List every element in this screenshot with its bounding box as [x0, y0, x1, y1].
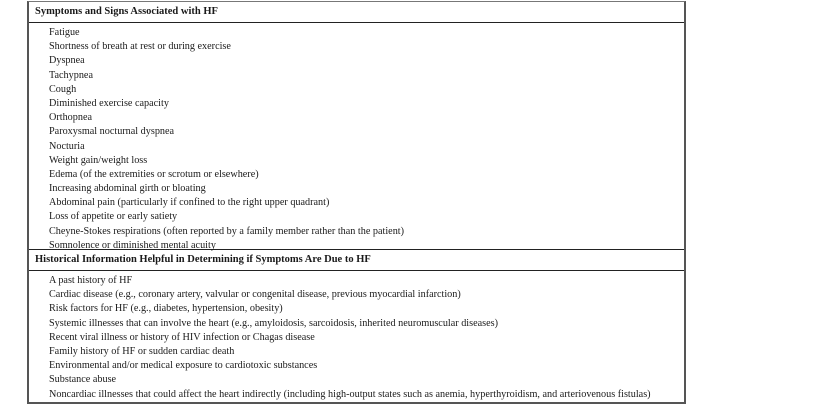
list-item: Paroxysmal nocturnal dyspnea	[49, 126, 175, 138]
list-item: Dyspnea	[49, 55, 85, 67]
list-item: Family history of HF or sudden cardiac death	[49, 345, 235, 357]
list-item: Fatigue	[49, 27, 80, 38]
symptoms-section	[29, 2, 684, 249]
list-item: Orthopnea	[49, 112, 92, 124]
list-item: Cheyne-Stokes respirations (often reported by a family member rather than the patient)	[49, 225, 405, 237]
list-item: Cough	[49, 83, 77, 95]
list-item: Nocturia	[49, 140, 85, 152]
list-item: Edema (of the extremities or scrotum or elsewhere)	[49, 168, 259, 180]
list-item: Risk factors for HF (e.g., diabetes, hypertension, obesity)	[49, 303, 283, 315]
list-item: Increasing abdominal girth or bloating	[49, 183, 206, 195]
list-item: Cardiac disease (e.g., coronary artery, valvular or congenital disease, previous myocardial infarction)	[49, 289, 461, 301]
history-list	[29, 271, 684, 402]
list-item: A past history of HF	[49, 275, 133, 286]
section-header: Symptoms and Signs Associated with HF	[29, 2, 684, 23]
list-item: Systemic illnesses that can involve the heart (e.g., amyloidosis, sarcoidosis, inherited neuromuscular diseases)	[49, 317, 498, 329]
list-item: Recent viral illness or history of HIV infection or Chagas disease	[49, 331, 315, 343]
list-item: Somnolence or diminished mental acuity	[49, 239, 216, 251]
list-item: Noncardiac illnesses that could affect the heart indirectly (including high-output states such as anemia, hyperthyroidism, and arteriovenous fistulas)	[49, 388, 651, 400]
list-item: Substance abuse	[49, 374, 117, 386]
list-item: Tachypnea	[49, 69, 93, 81]
list-item: Shortness of breath at rest or during exercise	[49, 41, 231, 53]
list-item: Abdominal pain (particularly if confined to the right upper quadrant)	[49, 197, 330, 209]
list-item: Weight gain/weight loss	[49, 154, 148, 166]
hf-table	[27, 1, 686, 404]
list-item: Loss of appetite or early satiety	[49, 211, 178, 223]
list-item: Environmental and/or medical exposure to cardiotoxic substances	[49, 360, 318, 372]
history-section	[29, 249, 684, 402]
section-header: Historical Information Helpful in Determining if Symptoms Are Due to HF	[29, 249, 684, 271]
list-item: Diminished exercise capacity	[49, 97, 169, 109]
symptoms-list	[29, 23, 684, 249]
